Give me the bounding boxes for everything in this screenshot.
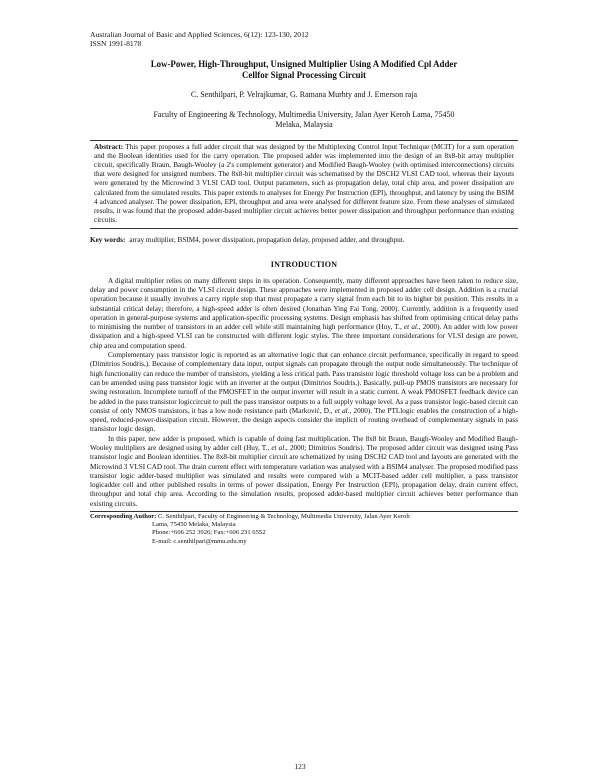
intro-p1-text-b: ., 2000). An adder with low power dissipation and a high-speed VLSI can be constructed with different logic styles. The three important considerations for VLSI design are power, chip area and computation speed.	[90, 323, 519, 350]
title-line-2: Cellfor Signal Processing Circuit	[242, 70, 366, 81]
affiliation-line-1: Faculty of Engineering & Technology, Multimedia University, Jalan Ayer Keroh Lama, 75450	[153, 110, 455, 120]
keywords-label: Key words:	[90, 236, 126, 245]
footnote-email: E-mail: c.senthilpari@mmu.edu.my	[152, 537, 247, 545]
intro-paragraph-1	[90, 277, 518, 351]
affiliation-line-2: Melaka, Malaysia	[275, 120, 333, 130]
keywords	[90, 236, 518, 245]
footnote-line-1	[90, 513, 518, 521]
abstract-box	[90, 140, 518, 230]
journal-header	[90, 30, 518, 49]
affiliation	[90, 110, 518, 130]
section-heading-introduction: INTRODUCTION	[270, 259, 338, 269]
intro-p1-text-a: A digital multiplier relies on many different steps in its operation. Consequently, many different approaches have been taken to reduce size, delay and power consumption in the VLSI circuit design. These approaches were implemented in proposed adder cell design. Addition is a crucial operation because it usually involves a carry ripple step that must propagate a carry signal from each bit to its higher bit position. This results in a substantial critical delay; therefore, a high-speed adder is often desired (Jonathan Ying Fai Tong, 2000). Currently, addition is a frequently used operation in general-purpose systems and application-specific processing systems. Design emphasis has shifted from optimising critical delay paths to minimising the number of transistors in an adder cell while still maintaining high performance (Huy, T.,	[90, 276, 518, 332]
journal-issn: ISSN 1991-8178	[90, 39, 142, 49]
keywords-text: array multiplier, BSIM4, power dissipation, propagation delay, proposed adder, and throughput.	[129, 236, 405, 245]
abstract-label: Abstract:	[94, 142, 124, 151]
abstract-text: This paper proposes a full adder circuit that was designed by the Multiplexing Control Input Technique (MCIT) for a sum operation and the Boolean identities used for the carry operation. The proposed adder was implemented into the design of an 8x8-bit array multiplier circuit, specifically Braun, Baugh-Wooley (a 2's complement generator) and Modified Baugh-Wooley (with optimised interconnections) circuits that were designed for unsigned numbers. The 8x8-bit multiplier circuit was schematised by the DSCH2 VLSI CAD tool, whereas their layouts were generated by the Microwind 3 VLSI CAD tool. Output parameters, such as propagation delay, total chip area, and power dissipation are calculated from the simulated results. This paper extends to analyses for Energy Per Instruction (EPI), throughput, and latency by using the BSIM 4 advanced analyser. The power dissipation, EPI, throughput and area were analysed for different feature size. From these analyses of simulated results, it was found that the proposed adder-based multiplier circuit achieves better power dissipation and throughput performance than existing circuits.	[94, 142, 514, 225]
footnote-text-1: C. Senthilpari, Faculty of Engineering & Technology, Multimedia University, Jalan Ayer Keroh	[158, 513, 410, 521]
page-number: 123	[294, 762, 306, 771]
corresponding-author-footnote	[90, 511, 518, 546]
footnote-line-2: Lama, 75450 Melaka, Malaysia	[152, 521, 236, 529]
footnote-label: Corresponding Author:	[90, 513, 157, 521]
author-list: C. Senthilpari, P. Velrajkumar, G. Ramana Murhty and J. Emerson raja	[190, 90, 418, 100]
intro-paragraph-2	[90, 351, 518, 435]
journal-citation: Australian Journal of Basic and Applied Sciences, 6(12): 123-130, 2012	[90, 30, 309, 39]
intro-p2-etal: et al	[334, 406, 348, 415]
paper-title	[90, 59, 518, 81]
intro-p1-etal: et al	[403, 323, 417, 332]
title-line-1: Low-Power, High-Throughput, Unsigned Multiplier Using A Modified Cpl Adder	[150, 58, 458, 69]
intro-p2-text-a: Complementary pass transistor logic is reported as an alternative logic that can enhance circuit performance, specifically in regard to speed (Dimitrios Soudris,). Because of complementary data input, output signals can propagate through the output node simultaneously. The technique of high functionality can reduce the number of transistors, yielding a less critical path. Pass transistor logic threshold voltage loss can be a problem and can be amended using pass transistor logic with an inverter at the output (Dimitrios Soudris,). Basically, pull-up PMOS transistors are necessary for swing restoration. Incomplete turnoff of the PMOSFET in the output inverter will result in a static current. A weak PMOSFET feedback device can be added in the pass transistor logiccircuit to pull the pass transistor outputs to a full supply voltage level. As a pass transistor logic-based circuit can consist of only NMOS transistors, it has a low node resistance path (Marković, D.,	[90, 351, 518, 415]
intro-p2-text-b: ., 2000). The PTLlogic enables the construction of a high-speed, reduced-power-dissipation circuit. However, the design aspects consider the implicit of routing overhead of complementary signals in pass transistor logic design.	[90, 406, 518, 434]
intro-p3-etal: et al	[271, 444, 285, 452]
footnote-phone: Phone:+606 252 3926; Fax:+606 231 6552	[152, 529, 266, 537]
intro-paragraph-3	[90, 435, 518, 509]
intro-p3-text-b: ., 2000; Dimitrios Soudris). The proposed adder circuit was designed using Pass transistor logic and Boolean identities. The 8x8-bit multiplier circuit are schematized by using DSCH2 CAD tool and layouts are generated with the Microwind 3 VLSI CAD tool. The drain current effect with temperature variation was analysed with a BSIM4 analyser. The proposed modified pass transistor logic adder-based multiplier was simulated and results were compared with a MCIT-based adder cell multiplier, a pass transistor logicadder cell and other published results in terms of power dissipation, Energy Per Instruction (EPI), propagation delay, drain current effect, throughput and total chip area. According to the simulation results, proposed adder-based multiplier circuit achieves better performance than existing circuits.	[90, 444, 518, 508]
intro-p3-text-a: In this paper, new adder is proposed, which is capable of doing fast multiplication. The 8x8 bit Braun, Baugh-Wooley and Modified Baugh-Wooley multipliers are designed using by adder cell (Huy, T.,	[90, 434, 518, 452]
